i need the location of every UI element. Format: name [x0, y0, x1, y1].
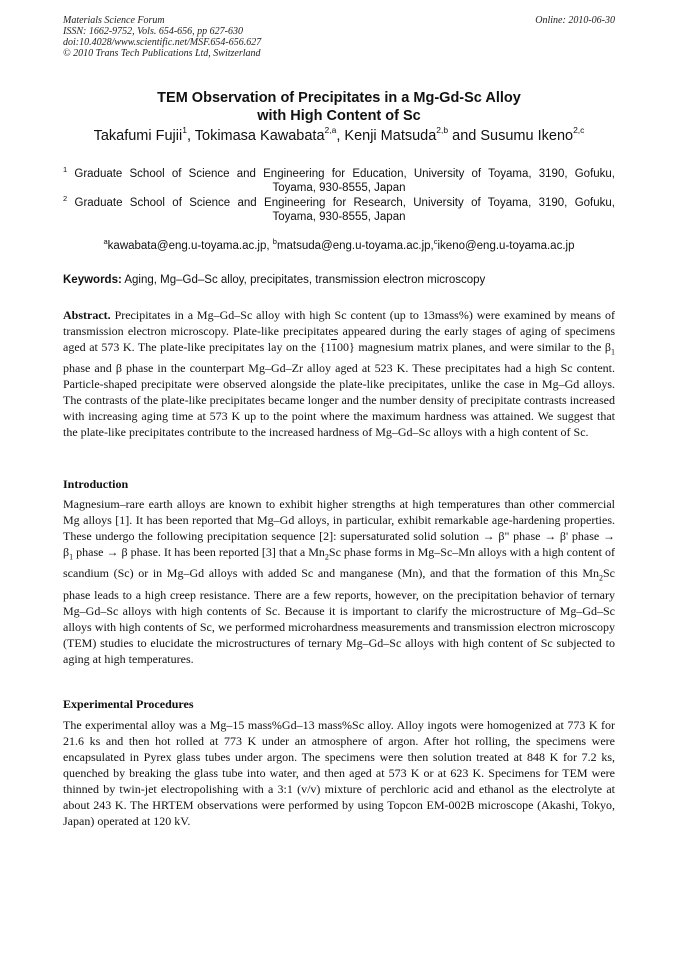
email-mark: b [272, 237, 277, 246]
abstract-label: Abstract. [63, 308, 111, 322]
title-line-2: with High Content of Sc [257, 108, 421, 124]
abstract-text: phase and β phase in the counterpart Mg–Gd–Zr alloy aged at 523 K. These precipitates had a high Sc content. Particle-shaped precipitate were observed alongside the plate-like precipitates, unlike the case in Mg–Gd alloys. The contrasts of the plate-like precipitates became longer and the number density of precipitate contrasts increased with increasing aging time at 573 K up to the point where the maximum hardness was attained. We suggest that the plate-like precipitates contribute to the increased hardness of Mg–Gd–Sc alloys with a high content of Sc. [63, 361, 615, 440]
affiliation-number: 2 [63, 194, 68, 203]
miller-bar-index: 1 [331, 340, 338, 354]
subscript: 1 [69, 552, 74, 562]
author-separator: and [448, 128, 481, 144]
abstract [63, 307, 615, 440]
author-affiliation-mark: 2,c [573, 125, 585, 136]
online-date: Online: 2010-06-30 [535, 15, 615, 26]
intro-text: phase → β phase. It has been reported [3] that a Mn [73, 545, 325, 559]
affiliation-text: Toyama, 930-8555, Japan [272, 182, 406, 195]
intro-text: Sc phase forms in Mg–Sc–Mn alloys with a high content of scandium (Sc) or in Mg–Gd alloys with added Sc and manganese (Mn), and that the formation of this Mn [63, 545, 615, 581]
doi-line: doi:10.4028/www.scientific.net/MSF.654-656.627 [63, 37, 262, 48]
affiliation-2 [63, 192, 615, 225]
journal-header [63, 15, 615, 59]
author-separator: , [336, 128, 345, 144]
email-mark: c [433, 237, 438, 246]
affiliation-text: Graduate School of Science and Engineering for Research, University of Toyama, 3190, Gofuku, [74, 196, 615, 209]
email-mark: a [103, 237, 108, 246]
intro-text: Sc phase leads to a high creep resistance. There are a few reports, however, on the precipitation behavior of ternary Mg–Gd–Sc alloys with high contents of Sc. Because it is important to clarify the microstructure of Mg–Gd–Sc alloys with high contents of Sc, we performed microhardness measurements and transmission electron microscopy (TEM) studies to elucidate the microstructures of ternary Mg–Gd–Sc alloys with high content of Sc subjected to aging at high temperatures. [63, 566, 615, 666]
introduction-heading: Introduction [63, 477, 129, 491]
experimental-heading: Experimental Procedures [63, 697, 194, 711]
affiliation-number: 1 [63, 165, 68, 174]
author-name: Tokimasa Kawabata [194, 128, 325, 144]
journal-name: Materials Science Forum [63, 15, 165, 26]
author-name: Susumu Ikeno [480, 128, 574, 144]
author-affiliation-mark: 2,a [324, 125, 337, 136]
intro-text: Magnesium–rare earth alloys are known to exhibit higher strengths at high temperatures than other commercial Mg alloys [1]. It has been reported that Mg–Gd alloys, in particular, exhibit remarkable age-hardening properties. These undergo the following precipitation sequence [2]: supersaturated solid solution → β" phase → β' phase → β [63, 497, 615, 559]
email-address[interactable]: kawabata@eng.u-toyama.ac.jp [107, 239, 267, 252]
author-affiliation-mark: 1 [182, 125, 187, 136]
keywords [63, 273, 615, 287]
experimental-text: The experimental alloy was a Mg–15 mass%Gd–13 mass%Sc alloy. Alloy ingots were homogenized at 773 K for 21.6 ks and then hot rolled at 773 K under an atmosphere of argon. After hot rolling, the specimens were encapsulated in Pyrex glass tubes under argon. The specimens were then solution treated at 848 K for 7.2 ks, quenched by breaking the glass tube into water, and then aged at 573 K or at 623 K. Specimens for TEM were thinned by twin-jet electropolishing with a 3:1 (v/v) mixture of perchloric acid and ethanol as the electrolyte at about 243 K. The HRTEM observations were performed by using Topcon EM-002B microscope (Akashi, Tokyo, Japan) operated at 120 kV. [63, 718, 615, 828]
keywords-text: Aging, Mg–Gd–Sc alloy, precipitates, transmission electron microscopy [121, 274, 486, 286]
author-separator: , [186, 128, 195, 144]
introduction-text [63, 496, 615, 667]
author-affiliation-mark: 2,b [436, 125, 449, 136]
abstract-text: Precipitates in a Mg–Gd–Sc alloy with high Sc content (up to 13mass%) were examined by means of transmission electron microscopy. Plate-like precipitates appeared during the early stages of aging of specimens aged at 573 K. The plate-like precipitates lay on the {1 [63, 308, 615, 354]
subscript: 2 [599, 573, 603, 583]
affiliation-text: Graduate School of Science and Engineering for Education, University of Toyama, 3190, Gofuku, [74, 167, 615, 180]
copyright-line: © 2010 Trans Tech Publications Ltd, Switzerland [63, 48, 261, 59]
email-address[interactable]: matsuda@eng.u-toyama.ac.jp [276, 239, 431, 252]
author-name: Takafumi Fujii [93, 128, 183, 144]
email-address[interactable]: ikeno@eng.u-toyama.ac.jp [437, 239, 575, 252]
issn-line: ISSN: 1662-9752, Vols. 654-656, pp 627-630 [63, 26, 243, 37]
affiliation-text: Toyama, 930-8555, Japan [272, 211, 406, 224]
author-list [63, 127, 615, 145]
title-line-1: TEM Observation of Precipitates in a Mg-Gd-Sc Alloy [157, 90, 521, 106]
abstract-text: 00} magnesium matrix planes, and were similar to the β [337, 340, 612, 354]
author-name: Kenji Matsuda [344, 128, 437, 144]
paper-title [63, 89, 615, 125]
email-list: $^a$kawabata@eng.u-toyama.ac.jp, $^b$matsuda@eng.u-toyama.ac.jp,$^c$ikeno@eng.u-toyama.ac.jp [103, 237, 575, 252]
affiliation-1 [63, 163, 615, 196]
subscript: 2 [324, 552, 329, 562]
keywords-label: Keywords: [63, 274, 122, 286]
subscript: 1 [611, 347, 616, 357]
